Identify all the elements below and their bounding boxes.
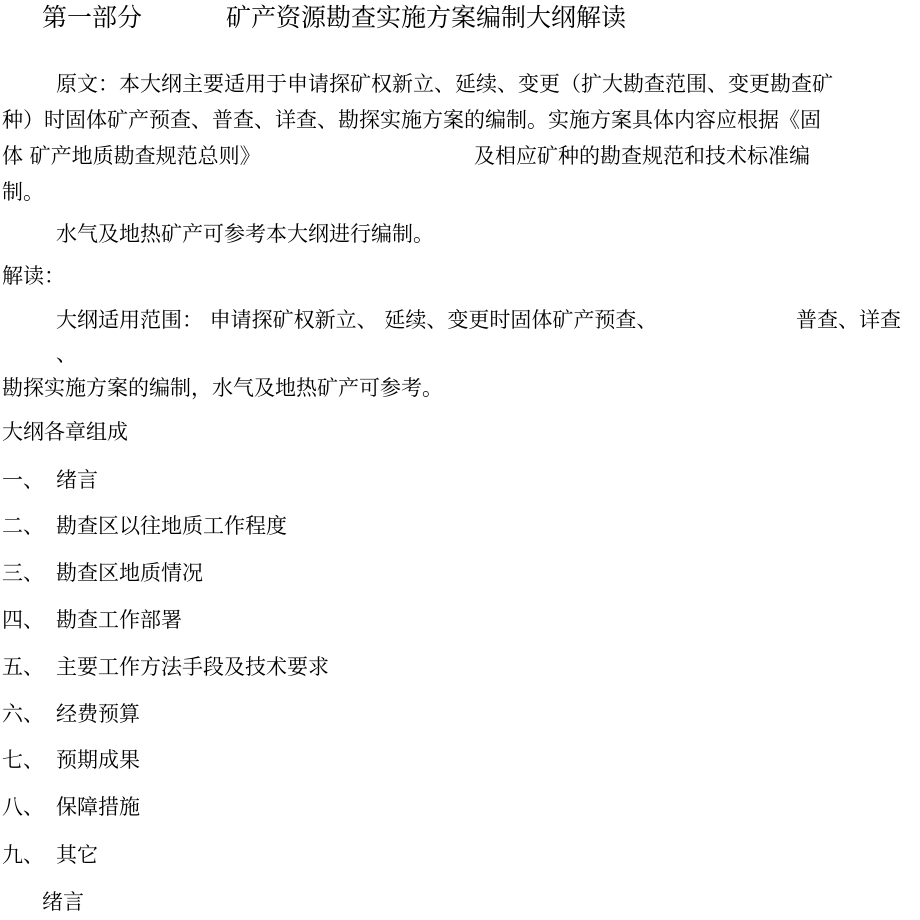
chapter-number: 七、 bbox=[2, 748, 44, 772]
page-title: 矿产资源勘查实施方案编制大纲解读 bbox=[226, 3, 627, 32]
original-line-4: 制。 bbox=[2, 180, 44, 204]
chapters-heading: 大纲各章组成 bbox=[2, 420, 128, 444]
chapter-title: 其它 bbox=[56, 843, 98, 867]
interpretation-heading: 解读： bbox=[2, 264, 65, 288]
scope-line-2: 勘探实施方案的编制，水气及地热矿产可参考。 bbox=[2, 376, 443, 400]
chapter-number: 二、 bbox=[2, 514, 44, 538]
chapter-number: 三、 bbox=[2, 561, 44, 585]
original-line-5: 水气及地热矿产可参考本大纲进行编制。 bbox=[56, 222, 434, 246]
original-line-1: 原文：本大纲主要适用于申请探矿权新立、延续、变更（扩大勘查范围、变更勘查矿 bbox=[56, 72, 833, 96]
chapter-number: 六、 bbox=[2, 702, 44, 726]
chapter-title: 勘查区以往地质工作程度 bbox=[56, 514, 287, 538]
chapter-title: 主要工作方法手段及技术要求 bbox=[56, 655, 329, 679]
chapter-number: 一、 bbox=[2, 468, 44, 492]
scope-text-b: 普查、详查 bbox=[796, 308, 901, 332]
chapter-number: 四、 bbox=[2, 608, 44, 632]
chapter-title: 经费预算 bbox=[56, 702, 140, 726]
chapter-number: 五、 bbox=[2, 655, 44, 679]
chapter-title: 勘查区地质情况 bbox=[56, 561, 203, 585]
chapter-title: 预期成果 bbox=[56, 748, 140, 772]
original-line-3b: 及相应矿种的勘查规范和技术标准编 bbox=[474, 144, 810, 168]
part-label: 第一部分 bbox=[42, 3, 143, 32]
chapter-title: 保障措施 bbox=[56, 795, 140, 819]
section-heading-intro: 绪言 bbox=[42, 890, 84, 914]
chapter-number: 九、 bbox=[2, 843, 44, 867]
scope-comma: 、 bbox=[56, 342, 77, 366]
chapter-number: 八、 bbox=[2, 795, 44, 819]
original-line-2: 种）时固体矿产预查、普查、详查、勘探实施方案的编制。实施方案具体内容应根据《固 bbox=[2, 108, 821, 132]
chapter-title: 绪言 bbox=[56, 468, 98, 492]
original-line-3a: 体 矿产地质勘查规范总则》 bbox=[2, 144, 261, 168]
chapter-title: 勘查工作部署 bbox=[56, 608, 182, 632]
scope-text-a: 大纲适用范围： 申请探矿权新立、 延续、变更时固体矿产预查、 bbox=[56, 308, 658, 332]
